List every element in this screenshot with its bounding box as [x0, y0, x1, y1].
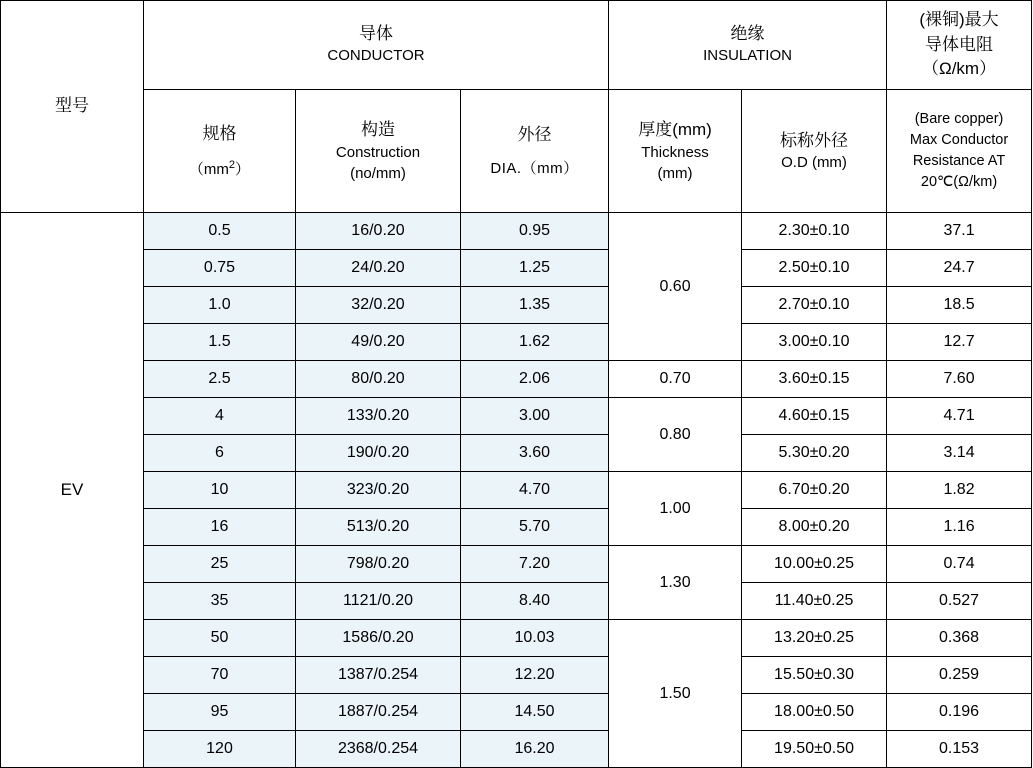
cell-resistance: 0.259	[887, 657, 1032, 694]
cell-resistance: 0.368	[887, 620, 1032, 657]
cell-resistance: 4.71	[887, 398, 1032, 435]
table-row	[1, 398, 1032, 435]
header-size-unit: $(mm^2)$	[188, 158, 251, 178]
type-value-cell: EV	[1, 213, 144, 768]
cell-resistance: 1.82	[887, 472, 1032, 509]
cell-od: 2.70±0.10	[742, 287, 887, 324]
cell-od: 3.60±0.15	[742, 361, 887, 398]
table-row	[1, 509, 1032, 546]
cell-size: 0.75	[144, 250, 296, 287]
cell-size: 50	[144, 620, 296, 657]
cell-construction: 1387/0.254	[296, 657, 461, 694]
header-res-line1: (Bare copper)	[914, 110, 1004, 127]
cell-construction: 16/0.20	[296, 213, 461, 250]
header-type-cn: 型号	[55, 96, 89, 116]
cell-od: 2.50±0.10	[742, 250, 887, 287]
table-row	[1, 324, 1032, 361]
cell-resistance: 0.196	[887, 694, 1032, 731]
cell-dia: 4.70	[461, 472, 609, 509]
cell-od: 3.00±0.10	[742, 324, 887, 361]
cell-dia: 10.03	[461, 620, 609, 657]
header-row-sub	[1, 90, 1032, 213]
table-row	[1, 472, 1032, 509]
header-insulation-cell	[609, 1, 887, 90]
header-construction-en: Construction	[335, 143, 421, 161]
table-row	[1, 435, 1032, 472]
cell-dia: 3.00	[461, 398, 609, 435]
header-construction-unit: (no/mm)	[350, 164, 406, 182]
cell-resistance: 7.60	[887, 361, 1032, 398]
cell-resistance: 0.527	[887, 583, 1032, 620]
cell-dia: 5.70	[461, 509, 609, 546]
cell-size: 95	[144, 694, 296, 731]
cell-dia: 1.25	[461, 250, 609, 287]
table-row	[1, 546, 1032, 583]
table-row	[1, 250, 1032, 287]
table-row	[1, 287, 1032, 324]
cell-size: 1.0	[144, 287, 296, 324]
cell-dia: 12.20	[461, 657, 609, 694]
table-row	[1, 361, 1032, 398]
cell-od: 10.00±0.25	[742, 546, 887, 583]
cell-size: 2.5	[144, 361, 296, 398]
cell-resistance: 18.5	[887, 287, 1032, 324]
cell-construction: 1586/0.20	[296, 620, 461, 657]
header-thickness-en: Thickness	[641, 143, 709, 161]
header-dia-en: DIA.（mm）	[490, 160, 579, 178]
header-dia-cn: 外径	[517, 124, 552, 144]
cell-size: 16	[144, 509, 296, 546]
cell-construction: 49/0.20	[296, 324, 461, 361]
cell-construction: 133/0.20	[296, 398, 461, 435]
header-thickness-cn: 厚度(mm)	[638, 120, 712, 140]
cell-resistance: 12.7	[887, 324, 1032, 361]
cell-size: 35	[144, 583, 296, 620]
cell-construction: 190/0.20	[296, 435, 461, 472]
cell-resistance: 0.153	[887, 731, 1032, 768]
cell-thickness: 1.50	[609, 620, 742, 768]
cell-od: 19.50±0.50	[742, 731, 887, 768]
cell-dia: 8.40	[461, 583, 609, 620]
cell-od: 13.20±0.25	[742, 620, 887, 657]
cell-construction: 1121/0.20	[296, 583, 461, 620]
cell-od: 2.30±0.10	[742, 213, 887, 250]
table-row	[1, 694, 1032, 731]
cell-dia: 0.95	[461, 213, 609, 250]
cell-od: 5.30±0.20	[742, 435, 887, 472]
cell-resistance: 1.16	[887, 509, 1032, 546]
header-od-cell	[742, 90, 887, 213]
cell-construction: 1887/0.254	[296, 694, 461, 731]
cell-size: 70	[144, 657, 296, 694]
header-size-cell	[144, 90, 296, 213]
cell-dia: 1.35	[461, 287, 609, 324]
header-insulation-cn: 绝缘	[730, 24, 765, 44]
header-type-cell	[1, 1, 144, 213]
cell-size: 1.5	[144, 324, 296, 361]
cell-od: 4.60±0.15	[742, 398, 887, 435]
header-conductor-cn: 导体	[359, 24, 394, 44]
cell-size: 6	[144, 435, 296, 472]
cell-construction: 2368/0.254	[296, 731, 461, 768]
header-od-en: O.D (mm)	[781, 154, 847, 172]
header-construction-cell	[296, 90, 461, 213]
cell-size: 10	[144, 472, 296, 509]
table-row	[1, 213, 1032, 250]
cell-thickness: 1.00	[609, 472, 742, 546]
header-dia-cell	[461, 90, 609, 213]
cell-dia: 3.60	[461, 435, 609, 472]
cell-dia: 7.20	[461, 546, 609, 583]
cell-od: 11.40±0.25	[742, 583, 887, 620]
header-res-line4: 20℃(Ω/km)	[920, 174, 998, 191]
header-resistance-sub-cell	[887, 90, 1032, 213]
cell-construction: 798/0.20	[296, 546, 461, 583]
header-res-line3: Resistance AT	[912, 153, 1006, 169]
header-res-line2: Max Conductor	[909, 131, 1009, 148]
header-size-cn: 规格	[202, 124, 237, 144]
cell-resistance: 24.7	[887, 250, 1032, 287]
cell-construction: 24/0.20	[296, 250, 461, 287]
cell-dia: 14.50	[461, 694, 609, 731]
header-conductor-en: CONDUCTOR	[327, 47, 425, 65]
header-thickness-cell	[609, 90, 742, 213]
cell-size: 25	[144, 546, 296, 583]
cell-resistance: 3.14	[887, 435, 1032, 472]
cell-dia: 2.06	[461, 361, 609, 398]
header-conductor-cell	[144, 1, 609, 90]
table-row	[1, 583, 1032, 620]
cell-construction: 32/0.20	[296, 287, 461, 324]
cell-construction: 323/0.20	[296, 472, 461, 509]
cell-od: 8.00±0.20	[742, 509, 887, 546]
cell-od: 18.00±0.50	[742, 694, 887, 731]
cell-thickness: 0.80	[609, 398, 742, 472]
header-resistance-line3: （Ω/km）	[921, 59, 997, 79]
header-od-cn: 标称外径	[780, 130, 849, 150]
cell-resistance: 0.74	[887, 546, 1032, 583]
cell-thickness: 0.70	[609, 361, 742, 398]
header-row-top	[1, 1, 1032, 90]
cell-construction: 513/0.20	[296, 509, 461, 546]
cell-od: 15.50±0.30	[742, 657, 887, 694]
cell-resistance: 37.1	[887, 213, 1032, 250]
cell-dia: 16.20	[461, 731, 609, 768]
cell-od: 6.70±0.20	[742, 472, 887, 509]
header-construction-cn: 构造	[361, 120, 395, 140]
header-insulation-en: INSULATION	[703, 47, 792, 65]
cell-thickness: 1.30	[609, 546, 742, 620]
cell-size: 0.5	[144, 213, 296, 250]
cell-size: 120	[144, 731, 296, 768]
cell-size: 4	[144, 398, 296, 435]
header-resistance-line2: 导体电阻	[925, 34, 994, 54]
table-row	[1, 620, 1032, 657]
header-resistance-line1: (裸铜)最大	[919, 10, 999, 30]
table-row	[1, 657, 1032, 694]
cell-construction: 80/0.20	[296, 361, 461, 398]
cell-thickness: 0.60	[609, 213, 742, 361]
header-resistance-cell	[887, 1, 1032, 90]
cell-dia: 1.62	[461, 324, 609, 361]
header-thickness-unit: (mm)	[657, 164, 693, 182]
